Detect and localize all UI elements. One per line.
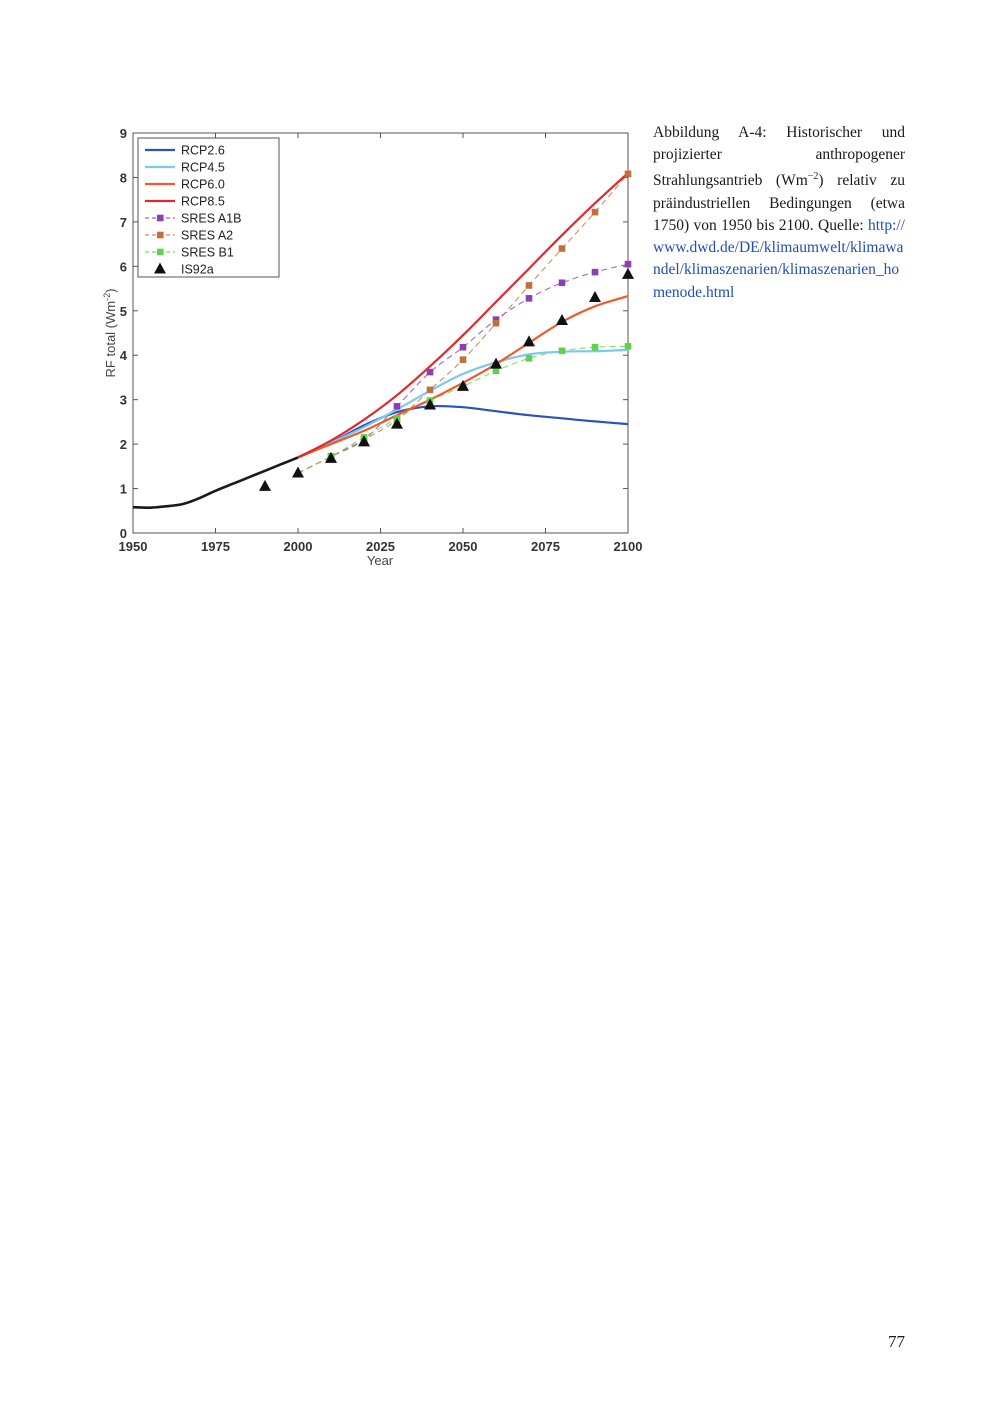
- legend-label-rcp8-5: RCP8.5: [181, 194, 225, 209]
- legend-label-sres-a2: SRES A2: [181, 228, 234, 243]
- page-number: 77: [888, 1332, 905, 1351]
- x-tick-label: 2050: [448, 539, 478, 554]
- y-tick-label: 1: [119, 481, 127, 497]
- legend-label-sres-a1b: SRES A1B: [181, 211, 242, 226]
- caption-text-continued: ) relativ zu präindustriellen Bedingungen (etwa 1750) von 1950 bis 2100. Quelle:: [653, 172, 905, 234]
- data-point-sres-a2: [427, 387, 434, 394]
- data-point-sres-a2: [460, 356, 467, 363]
- x-axis-label: Year: [366, 553, 394, 568]
- data-point-sres-a1b: [559, 279, 566, 286]
- legend-swatch-sres-a2: [157, 232, 164, 239]
- data-point-sres-b1: [526, 355, 533, 362]
- legend-label-rcp2-6: RCP2.6: [181, 143, 225, 158]
- y-tick-label: 6: [119, 259, 127, 275]
- x-tick-label: 1975: [201, 539, 230, 554]
- x-tick-label: 1950: [118, 539, 148, 554]
- source-link[interactable]: http://www.dwd.de/DE/klimaumwelt/klimawandel/klimaszenarien/klimaszenarien_homenode.html: [653, 216, 905, 301]
- figure-caption: [653, 122, 905, 304]
- x-tick-labels: [119, 539, 643, 554]
- x-tick-label: 2100: [613, 539, 643, 554]
- data-point-sres-a2: [493, 320, 500, 327]
- x-tick-label: 2075: [531, 539, 560, 554]
- caption-unit-exponent: −2: [807, 171, 819, 183]
- data-point-sres-a1b: [427, 369, 434, 376]
- data-point-sres-a2: [625, 171, 632, 178]
- x-tick-label: 2000: [283, 539, 313, 554]
- data-point-sres-b1: [625, 343, 632, 350]
- y-tick-label: 3: [119, 392, 127, 408]
- data-point-sres-a1b: [592, 269, 599, 276]
- legend: [138, 138, 279, 277]
- data-point-sres-a2: [592, 209, 599, 216]
- y-tick-label: 7: [119, 214, 127, 230]
- y-tick-label: 5: [119, 303, 127, 319]
- legend-swatch-sres-b1: [157, 249, 164, 256]
- data-point-sres-a2: [559, 245, 566, 252]
- data-point-sres-a1b: [625, 261, 632, 268]
- y-tick-label: 9: [119, 126, 127, 141]
- legend-label-rcp4-5: RCP4.5: [181, 160, 225, 175]
- legend-swatch-sres-a1b: [157, 215, 164, 222]
- legend-label-is92a: IS92a: [181, 262, 214, 277]
- y-tick-labels: [120, 126, 128, 541]
- radiative-forcing-chart: [95, 120, 650, 580]
- y-tick-label: 4: [119, 348, 127, 364]
- data-point-sres-a2: [526, 282, 533, 289]
- y-axis-label-exponent: -2: [102, 292, 112, 301]
- data-point-sres-b1: [592, 344, 599, 351]
- caption-text: Historischer und projizierter anthropogener Strahlungsantrieb (Wm: [653, 124, 905, 190]
- x-tick-label: 2025: [366, 539, 395, 554]
- y-tick-label: 8: [119, 170, 127, 186]
- data-point-sres-a1b: [526, 295, 533, 302]
- data-point-sres-a1b: [394, 403, 401, 410]
- caption-label: Abbildung A-4:: [653, 124, 767, 141]
- legend-label-rcp6-0: RCP6.0: [181, 177, 225, 192]
- data-point-sres-b1: [559, 347, 566, 354]
- y-tick-label: 2: [119, 437, 127, 453]
- legend-label-sres-b1: SRES B1: [181, 245, 234, 260]
- y-axis-label: RF total $(Wm^{-2})$: [102, 288, 118, 378]
- data-point-sres-a1b: [460, 344, 467, 351]
- y-tick-label: 0: [119, 526, 127, 541]
